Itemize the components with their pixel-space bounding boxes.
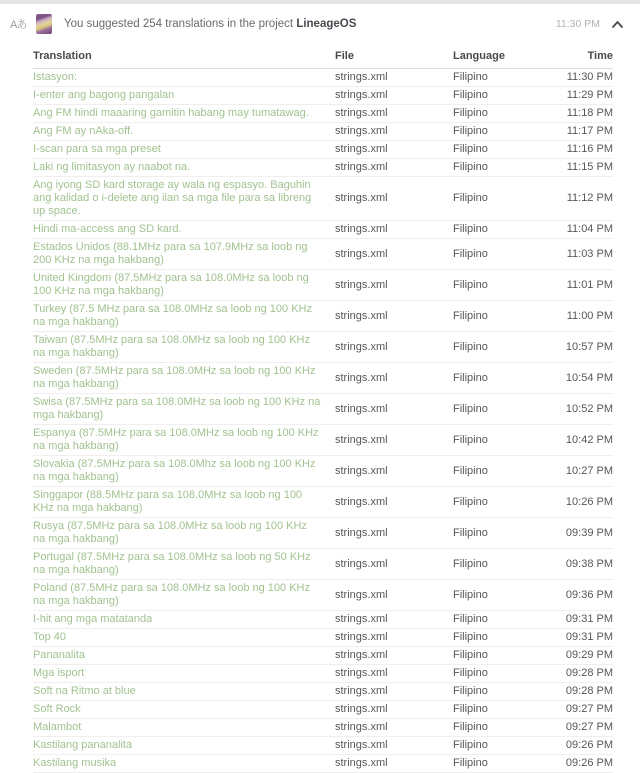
time-value: 11:17 PM [566, 125, 613, 137]
file-name: strings.xml [335, 631, 388, 643]
file-name: strings.xml [335, 71, 388, 83]
file-name: strings.xml [335, 161, 388, 173]
time-value: 09:31 PM [565, 631, 613, 643]
table-row [33, 239, 613, 270]
table-row [33, 683, 613, 701]
column-header-translation: Translation [33, 50, 92, 62]
time-value: 10:57 PM [565, 340, 613, 353]
translation-text[interactable]: Mga isport [33, 667, 85, 679]
language-name: Filipino [453, 757, 488, 769]
translation-text[interactable]: Pananalita [33, 649, 85, 661]
language-name: Filipino [453, 161, 488, 173]
translation-text[interactable]: Rusya (87.5MHz para sa 108.0MHz sa loob ng 100 KHz na mga hakbang) [33, 520, 307, 545]
table-row [33, 394, 613, 425]
table-row [33, 87, 613, 105]
time-value: 10:42 PM [565, 433, 613, 446]
time-value: 09:38 PM [565, 557, 613, 570]
activity-timestamp: 11:30 PM [555, 18, 600, 30]
chevron-up-icon [612, 21, 623, 28]
language-name: Filipino [453, 557, 488, 570]
language-name: Filipino [453, 223, 488, 235]
translation-text[interactable]: I-hit ang mga matatanda [33, 613, 153, 625]
table-row [33, 177, 613, 221]
table-row [33, 611, 613, 629]
translation-text[interactable]: Estados Unidos (88.1MHz para sa 107.9MHz sa loob ng 200 KHz na mga hakbang) [33, 241, 308, 266]
language-name: Filipino [453, 721, 488, 733]
activity-table-body [33, 69, 613, 773]
column-header-language: Language [453, 50, 505, 62]
time-value: 09:27 PM [565, 721, 613, 733]
translation-text[interactable]: I-enter ang bagong pangalan [33, 89, 175, 101]
language-name: Filipino [453, 402, 488, 415]
language-name: Filipino [453, 685, 488, 697]
time-value: 10:26 PM [565, 495, 613, 508]
language-name: Filipino [453, 739, 488, 751]
file-name: strings.xml [335, 464, 388, 477]
translation-text[interactable]: Top 40 [33, 631, 67, 643]
file-name: strings.xml [335, 107, 388, 119]
file-name: strings.xml [335, 649, 388, 661]
table-row [33, 363, 613, 394]
time-value: 11:18 PM [566, 107, 613, 119]
file-name: strings.xml [335, 371, 388, 384]
file-name: strings.xml [335, 125, 388, 137]
table-row [33, 580, 613, 611]
language-name: Filipino [453, 631, 488, 643]
activity-header [0, 4, 640, 43]
table-row [33, 647, 613, 665]
language-name: Filipino [453, 89, 488, 101]
file-name: strings.xml [335, 588, 388, 601]
file-name: strings.xml [335, 340, 388, 353]
activity-summary [64, 18, 356, 30]
translation-text[interactable]: I-scan para sa mga preset [33, 143, 161, 155]
file-name: strings.xml [335, 526, 388, 539]
table-row [33, 549, 613, 580]
table-header-row [33, 45, 613, 69]
table-row [33, 456, 613, 487]
translation-text[interactable]: Kastilang musika [33, 757, 117, 769]
table-row [33, 301, 613, 332]
file-name: strings.xml [335, 613, 388, 625]
translation-text[interactable]: Poland (87.5MHz para sa 108.0MHz sa loob ng 100 KHz na mga hakbang) [33, 582, 310, 607]
activity-card [0, 4, 640, 773]
time-value: 11:00 PM [566, 309, 613, 322]
table-row [33, 159, 613, 177]
language-name: Filipino [453, 247, 488, 260]
time-value: 09:28 PM [565, 685, 613, 697]
file-name: strings.xml [335, 685, 388, 697]
time-value: 10:52 PM [565, 402, 613, 415]
column-header-file: File [335, 50, 354, 62]
translation-text[interactable]: Hindi ma-access ang SD kard. [33, 223, 182, 235]
table-row [33, 665, 613, 683]
language-name: Filipino [453, 464, 488, 477]
time-value: 09:26 PM [565, 757, 613, 769]
table-row [33, 69, 613, 87]
translation-text[interactable]: Soft na Ritmo at blue [33, 685, 136, 697]
time-value: 11:29 PM [566, 89, 613, 101]
table-row [33, 719, 613, 737]
project-name[interactable]: LineageOS [296, 18, 357, 30]
language-name: Filipino [453, 433, 488, 446]
translation-text[interactable]: Slovakia (87.5MHz para sa 108.0Mhz sa loob ng 100 KHz na mga hakbang) [33, 458, 316, 483]
table-row [33, 518, 613, 549]
translation-type-icon: Aあ [10, 19, 27, 31]
language-name: Filipino [453, 371, 488, 384]
language-name: Filipino [453, 649, 488, 661]
time-value: 09:39 PM [565, 526, 613, 539]
translation-text[interactable]: Singgapor (88.5MHz para sa 108.0MHz sa loob ng 100 KHz na mga hakbang) [33, 489, 303, 514]
time-value: 09:26 PM [565, 739, 613, 751]
language-name: Filipino [453, 107, 488, 119]
time-value: 09:31 PM [565, 613, 613, 625]
column-header-time: Time [587, 50, 613, 62]
language-name: Filipino [453, 588, 488, 601]
table-row [33, 629, 613, 647]
time-value: 10:54 PM [565, 371, 613, 384]
table-row [33, 487, 613, 518]
language-name: Filipino [453, 143, 488, 155]
table-row [33, 701, 613, 719]
time-value: 09:29 PM [565, 649, 613, 661]
translation-text[interactable]: Ang FM ay nAka-off. [33, 125, 134, 137]
file-name: strings.xml [335, 192, 388, 204]
table-row [33, 123, 613, 141]
language-name: Filipino [453, 340, 488, 353]
language-name: Filipino [453, 613, 488, 625]
file-name: strings.xml [335, 495, 388, 508]
table-row [33, 105, 613, 123]
table-row [33, 425, 613, 456]
translation-text[interactable]: Turkey (87.5 MHz para sa 108.0MHz sa loob ng 100 KHz na mga hakbang) [33, 303, 313, 328]
file-name: strings.xml [335, 739, 388, 751]
translation-text[interactable]: Ang iyong SD kard storage ay wala ng espasyo. Baguhin ang kalidad o i-delete ang ilan sa mga file para sa libreng up space. [33, 179, 312, 217]
time-value: 09:36 PM [565, 588, 613, 601]
file-name: strings.xml [335, 309, 388, 322]
time-value: 09:27 PM [565, 703, 613, 715]
file-name: strings.xml [335, 433, 388, 446]
translation-text[interactable]: Espanya (87.5MHz para sa 108.0MHz sa loob ng 100 KHz na mga hakbang) [33, 427, 319, 452]
translation-text[interactable]: Ang FM hindi maaaring gamitin habang may tumatawag. [33, 107, 309, 119]
time-value: 11:16 PM [566, 143, 613, 155]
language-name: Filipino [453, 278, 488, 291]
time-value: 11:04 PM [566, 223, 613, 235]
language-name: Filipino [453, 125, 488, 137]
language-name: Filipino [453, 192, 488, 204]
translation-text[interactable]: Swisa (87.5MHz para sa 108.0MHz sa loob ng 100 KHz na mga hakbang) [33, 396, 321, 421]
language-name: Filipino [453, 703, 488, 715]
file-name: strings.xml [335, 667, 388, 679]
file-name: strings.xml [335, 247, 388, 260]
file-name: strings.xml [335, 278, 388, 291]
file-name: strings.xml [335, 703, 388, 715]
file-name: strings.xml [335, 402, 388, 415]
translation-text[interactable]: Kastilang pananalita [33, 739, 133, 751]
file-name: strings.xml [335, 557, 388, 570]
translation-text[interactable]: Taiwan (87.5MHz para sa 108.0MHz sa loob ng 100 KHz na mga hakbang) [33, 334, 310, 359]
file-name: strings.xml [335, 757, 388, 769]
translation-text[interactable]: Portugal (87.5MHz para sa 108.0MHz sa loob ng 50 KHz na mga hakbang) [33, 551, 311, 576]
language-name: Filipino [453, 495, 488, 508]
time-value: 10:27 PM [565, 464, 613, 477]
translation-text[interactable]: Laki ng limitasyon ay naabot na. [33, 161, 191, 173]
translation-text[interactable]: Istasyon: [33, 71, 78, 83]
time-value: 09:28 PM [565, 667, 613, 679]
translation-text[interactable]: Soft Rock [33, 703, 81, 715]
time-value: 11:03 PM [566, 247, 613, 260]
language-name: Filipino [453, 667, 488, 679]
table-row [33, 332, 613, 363]
table-row [33, 737, 613, 755]
translation-text[interactable]: Malambot [33, 721, 82, 733]
activity-table [33, 45, 613, 773]
time-value: 11:01 PM [566, 278, 613, 291]
time-value: 11:30 PM [566, 71, 613, 83]
table-row [33, 755, 613, 773]
translation-text[interactable]: United Kingdom (87.5MHz para sa 108.0MHz sa loob ng 100 KHz na mga hakbang) [33, 272, 309, 297]
table-row [33, 270, 613, 301]
language-name: Filipino [453, 71, 488, 83]
file-name: strings.xml [335, 143, 388, 155]
table-row [33, 221, 613, 239]
time-value: 11:12 PM [566, 192, 613, 204]
collapse-button[interactable] [610, 17, 624, 31]
language-name: Filipino [453, 526, 488, 539]
time-value: 11:15 PM [566, 161, 613, 173]
language-name: Filipino [453, 309, 488, 322]
avatar[interactable] [36, 14, 52, 34]
table-row [33, 141, 613, 159]
file-name: strings.xml [335, 223, 388, 235]
translation-text[interactable]: Sweden (87.5MHz para sa 108.0MHz sa loob ng 100 KHz na mga hakbang) [33, 365, 316, 390]
file-name: strings.xml [335, 721, 388, 733]
file-name: strings.xml [335, 89, 388, 101]
summary-text: You suggested 254 translations in the project [64, 18, 294, 30]
